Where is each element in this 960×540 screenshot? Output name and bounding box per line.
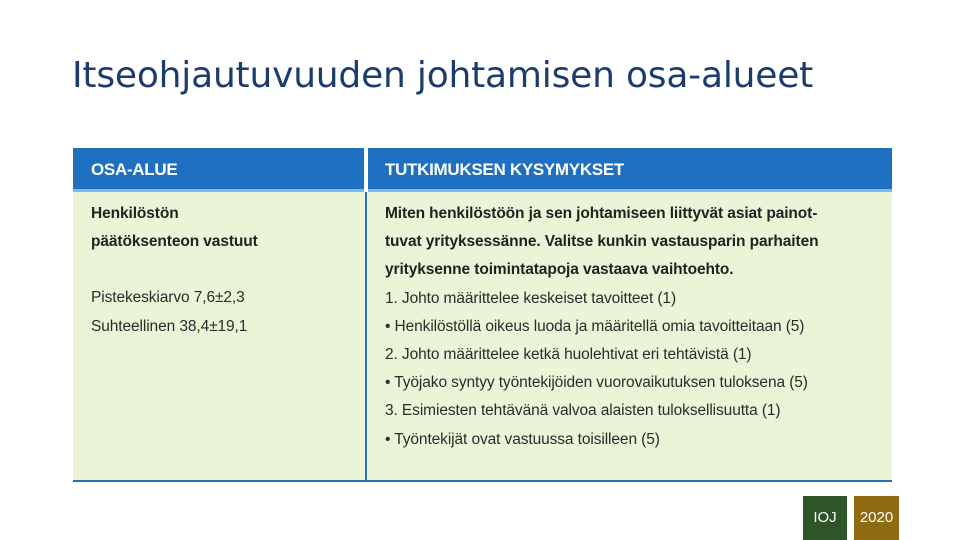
score-relative: Suhteellinen 38,4±19,1 <box>91 317 248 335</box>
topic-table <box>73 148 892 482</box>
question-item-1a: 1. Johto määrittelee keskeiset tavoitteet (1) <box>385 289 677 307</box>
question-item-3b: • Työntekijät ovat vastuussa toisilleen (5) <box>385 430 660 448</box>
question-intro-line-2: tuvat yrityksessänne. Valitse kunkin vastausparin parhaiten <box>385 233 819 251</box>
area-name-line-1: Henkilöstön <box>91 205 179 222</box>
header-col-osa-alue: OSA-ALUE <box>91 160 178 179</box>
body-column-divider <box>365 192 367 480</box>
ioj-badge: IOJ <box>803 496 847 540</box>
table-header <box>73 148 892 192</box>
spacer <box>91 256 356 284</box>
header-column-divider <box>364 148 368 192</box>
slide-title: Itseohjautuvuuden johtamisen osa-alueet <box>72 55 814 96</box>
question-intro-line-3: yrityksenne toimintatapoja vastaava vaihtoehto. <box>385 261 734 279</box>
question-intro-line-1: Miten henkilöstöön ja sen johtamiseen liittyvät asiat painot- <box>385 205 818 222</box>
question-item-2a: 2. Johto määrittelee ketkä huolehtivat eri tehtävistä (1) <box>385 346 752 364</box>
area-name-line-2: päätöksenteon vastuut <box>91 233 258 251</box>
question-item-1b: • Henkilöstöllä oikeus luoda ja määritellä omia tavoitteitaan (5) <box>385 317 805 335</box>
score-average: Pistekeskiarvo 7,6±2,3 <box>91 289 245 307</box>
area-cell <box>91 200 356 341</box>
header-col-kysymykset: TUTKIMUKSEN KYSYMYKSET <box>385 160 624 179</box>
questions-cell <box>385 200 885 454</box>
year-badge: 2020 <box>854 496 899 540</box>
question-item-2b: • Työjako syntyy työntekijöiden vuorovaikutuksen tuloksena (5) <box>385 374 808 392</box>
question-item-3a: 3. Esimiesten tehtävänä valvoa alaisten tuloksellisuutta (1) <box>385 402 781 420</box>
